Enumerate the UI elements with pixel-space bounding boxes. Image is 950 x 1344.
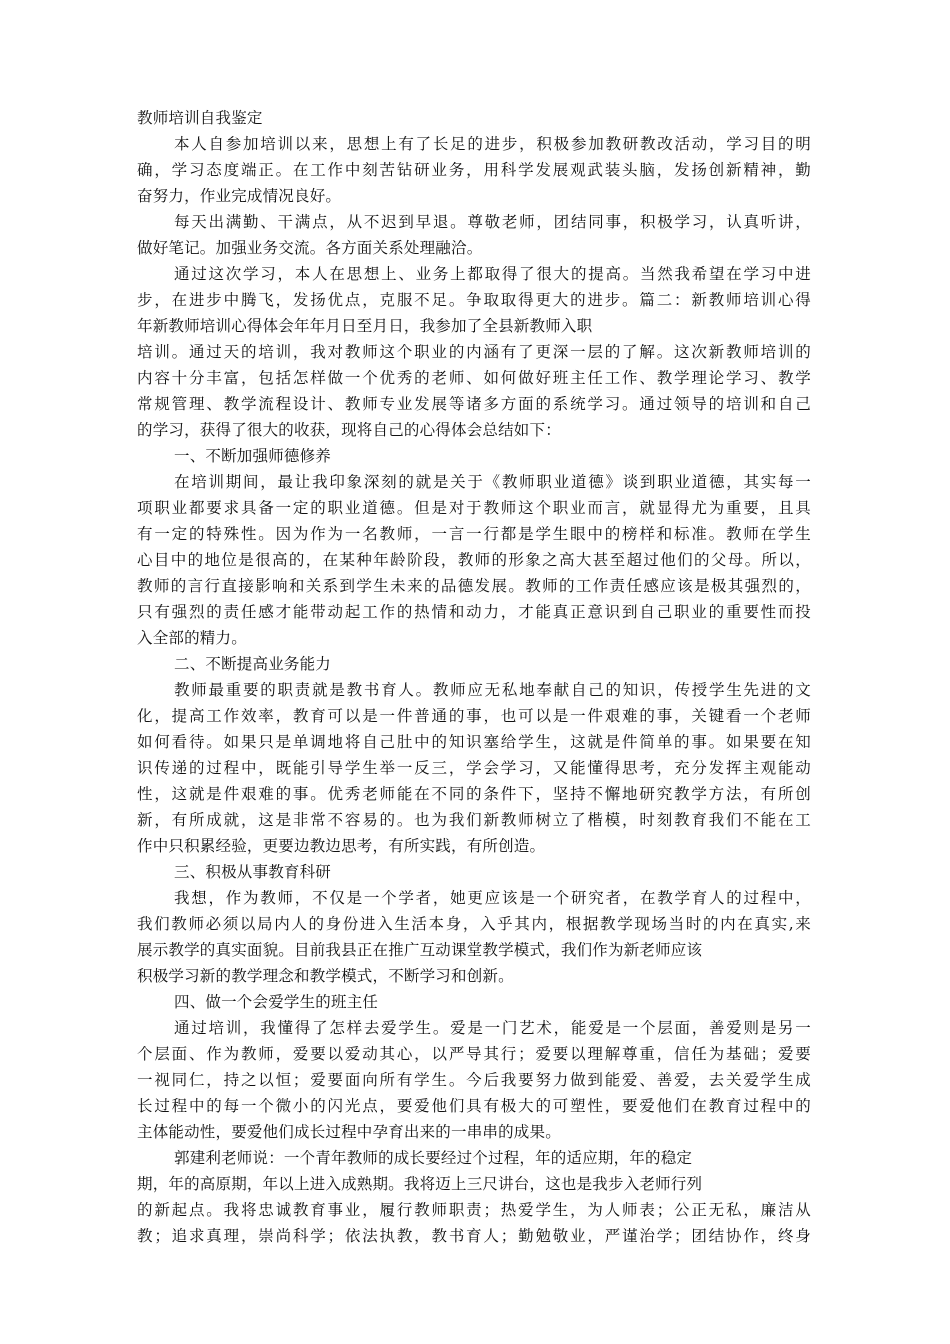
text-line: 做好笔记。加强业务交流。各方面关系处理融洽。 [137, 239, 483, 257]
text-line: 我们教师必须以局内人的身份进入生活本身，入乎其内，根据教学现场当时的内在真实,来 [137, 915, 811, 933]
text-line: 心目中的地位是很高的，在某种年龄阶段，教师的形象之高大甚至超过他们的父母。所以， [137, 551, 811, 569]
text-line: 作中只积累经验，更要边教边思考，有所实践，有所创造。 [137, 837, 546, 855]
text-line: 长过程中的每一个微小的闪光点，要爱他们具有极大的可塑性，要爱他们在教育过程中的 [137, 1097, 811, 1115]
text-line: 常规管理、教学流程设计、教师专业发展等诸多方面的系统学习。通过领导的培训和自己 [137, 395, 811, 413]
text-line: 主体能动性，要爱他们成长过程中孕育出来的一串串的成果。 [137, 1123, 561, 1141]
text-line: 个层面、作为教师，爱要以爱动其心，以严导其行；爱要以理解尊重，信任为基础；爱要 [137, 1045, 811, 1063]
text-line: 期，年的高原期，年以上进入成熟期。我将迈上三尺讲台，这也是我步入老师行列 [137, 1175, 703, 1193]
section-heading: 一、不断加强师德修养 [174, 447, 332, 465]
text-line: 项职业都要求具备一定的职业道德。但是对于教师这个职业而言，就显得尤为重要，且具 [137, 499, 811, 517]
text-line: 通过这次学习，本人在思想上、业务上都取得了很大的提高。当然我希望在学习中进 [174, 265, 811, 283]
text-line: 我想，作为教师，不仅是一个学者，她更应该是一个研究者，在教学育人的过程中， [174, 889, 811, 907]
section-heading: 二、不断提高业务能力 [174, 655, 332, 673]
section-heading: 四、做一个会爱学生的班主任 [174, 993, 379, 1011]
text-line: 本人自参加培训以来，思想上有了长足的进步，积极参加教研教改活动，学习目的明 [174, 135, 811, 153]
text-line: 展示教学的真实面貌。目前我县正在推广互动课堂教学模式，我们作为新老师应该 [137, 941, 703, 959]
text-line: 识传递的过程中，既能引导学生举一反三，学会学习，又能懂得思考，充分发挥主观能动 [137, 759, 811, 777]
section-heading: 三、积极从事教育科研 [174, 863, 332, 881]
text-line: 一视同仁，持之以恒；爱要面向所有学生。今后我要努力做到能爱、善爱，去关爱学生成 [137, 1071, 811, 1089]
document-title: 教师培训自我鉴定 [137, 109, 263, 127]
text-line: 培训。通过天的培训，我对教师这个职业的内涵有了更深一层的了解。这次新教师培训的 [137, 343, 811, 361]
text-line: 每天出满勤、干满点，从不迟到早退。尊敬老师，团结同事，积极学习，认真听讲， [174, 213, 811, 231]
text-line: 的学习，获得了很大的收获，现将自己的心得体会总结如下： [137, 421, 561, 439]
text-line: 性，这就是件艰难的事。优秀老师能在不同的条件下，坚持不懈地研究教学方法，有所创 [137, 785, 811, 803]
text-line: 年新教师培训心得体会年年月日至月日，我参加了全县新教师入职 [137, 317, 593, 335]
text-line: 入全部的精力。 [137, 629, 247, 647]
text-line: 的新起点。我将忠诚教育事业，履行教师职责；热爱学生，为人师表；公正无私，廉洁从 [137, 1201, 811, 1219]
text-line: 只有强烈的责任感才能带动起工作的热情和动力，才能真正意识到自己职业的重要性而投 [137, 603, 811, 621]
text-line: 确，学习态度端正。在工作中刻苦钻研业务，用科学发展观武装头脑，发扬创新精神，勤 [137, 161, 811, 179]
text-line: 通过培训，我懂得了怎样去爱学生。爱是一门艺术，能爱是一个层面，善爱则是另一 [174, 1019, 811, 1037]
text-line: 教；追求真理，崇尚科学；依法执教，教书育人；勤勉敬业，严谨治学；团结协作，终身 [137, 1227, 811, 1245]
text-line: 新，有所成就，这是非常不容易的。也为我们新教师树立了楷模，时刻教育我们不能在工 [137, 811, 811, 829]
text-line: 郭建利老师说：一个青年教师的成长要经过个过程，年的适应期，年的稳定 [174, 1149, 693, 1167]
text-line: 积极学习新的教学理念和教学模式，不断学习和创新。 [137, 967, 514, 985]
text-line: 教师最重要的职责就是教书育人。教师应无私地奉献自己的知识，传授学生先进的文 [174, 681, 811, 699]
text-line: 化，提高工作效率，教育可以是一件普通的事，也可以是一件艰难的事，关键看一个老师 [137, 707, 811, 725]
text-line: 步，在进步中腾飞，发扬优点，克服不足。争取取得更大的进步。篇二：新教师培训心得 [137, 291, 811, 309]
text-line: 有一定的特殊性。因为作为一名教师，一言一行都是学生眼中的榜样和标准。教师在学生 [137, 525, 811, 543]
text-line: 教师的言行直接影响和关系到学生未来的品德发展。教师的工作责任感应该是极其强烈的， [137, 577, 811, 595]
text-line: 在培训期间，最让我印象深刻的就是关于《教师职业道德》谈到职业道德，其实每一 [174, 473, 811, 491]
text-line: 如何看待。如果只是单调地将自己肚中的知识塞给学生，这就是件简单的事。如果要在知 [137, 733, 811, 751]
text-line: 奋努力，作业完成情况良好。 [137, 187, 342, 205]
text-line: 内容十分丰富，包括怎样做一个优秀的老师、如何做好班主任工作、教学理论学习、教学 [137, 369, 811, 387]
